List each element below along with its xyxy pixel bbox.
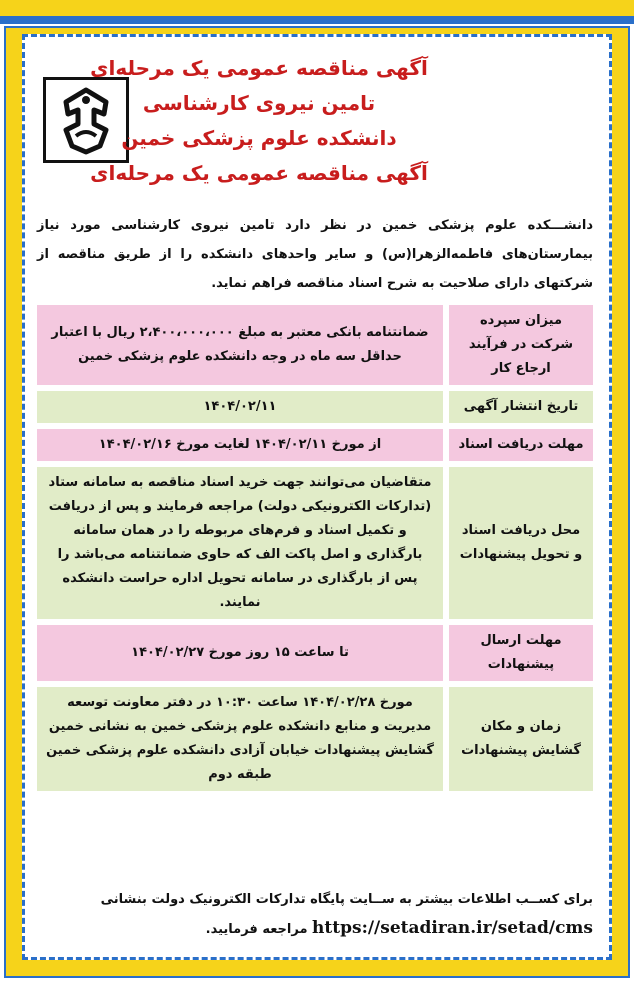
table-row	[37, 687, 593, 791]
table-row	[37, 305, 593, 385]
intro-paragraph: دانشـــکده علوم پزشکی خمین در نظر دارد تامین نیروی کارشناسی مورد نیاز بیمارستان‌های فاطمه‌الزهرا(س) و سایر واحدهای دانشکده را از طریق مناقصه از شرکتهای دارای صلاحیت به شرح اسناد مناقصه فراهم نماید.	[37, 218, 593, 291]
row-value: ضمانتنامه بانکی معتبر به مبلغ ۲،۴۰۰،۰۰۰،۰۰۰ ریال با اعتبار حداقل سه ماه در وجه دانشکده علوم پزشکی خمین	[37, 305, 443, 385]
row-label: مهلت ارسال پیشنهادات	[443, 625, 593, 681]
row-value: متقاضیان می‌توانند جهت خرید اسناد مناقصه به سامانه ستاد (تدارکات الکترونیکی دولت) مراجعه فرمایند و پس از دریافت و تکمیل اسناد و فرم‌های مربوطه را در همان سامانه بارگذاری و اصل پاکت الف که حاوی ضمانتنامه می‌باشد را پس از بارگذاری در سامانه تحویل اداره حراست دانشکده نمایند.	[37, 467, 443, 619]
row-label: مهلت دریافت اسناد	[443, 429, 593, 461]
row-value: مورخ ۱۴۰۴/۰۲/۲۸ ساعت ۱۰:۳۰ در دفتر معاونت توسعه مدیریت و منابع دانشکده علوم پزشکی خمین به نشانی خمین گشایش پیشنهادات خیابان آزادی دانشکده علوم پزشکی خمین طبقه دوم	[37, 687, 443, 791]
footer-paragraph	[37, 885, 593, 944]
table-row	[37, 625, 593, 681]
title-line-2: تامین نیروی کارشناسی	[142, 91, 376, 115]
table-row	[37, 429, 593, 461]
row-value: از مورخ ۱۴۰۴/۰۲/۱۱ لغایت مورخ ۱۴۰۴/۰۲/۱۶	[37, 429, 443, 461]
setad-link[interactable]: https://setadiran.ir/setad/cms	[312, 918, 593, 938]
title-line-3: دانشکده علوم پزشکی خمین	[121, 126, 397, 150]
row-value: تا ساعت ۱۵ روز مورخ ۱۴۰۴/۰۲/۲۷	[37, 625, 443, 681]
tender-details-table	[37, 299, 593, 797]
row-label: میزان سپرده شرکت در فرآیند ارجاع کار	[443, 305, 593, 385]
footer-text-before: برای کســب اطلاعات بیشتر به ســایت پایگاه تدارکات الکترونیک دولت بنشانی	[100, 892, 593, 907]
row-label: محل دریافت اسناد و تحویل پیشنهادات	[443, 467, 593, 619]
row-label: زمان و مکان گشایش پیشنهادات	[443, 687, 593, 791]
table-row	[37, 391, 593, 423]
top-yellow-bar	[0, 0, 634, 16]
table-row	[37, 467, 593, 619]
title-line-4: آگهی مناقصه عمومی یک مرحله‌ای	[90, 161, 428, 185]
title-line-1: آگهی مناقصه عمومی یک مرحله‌ای	[90, 56, 428, 80]
row-value: ۱۴۰۴/۰۲/۱۱	[37, 391, 443, 423]
footer-text-after: مراجعه فرمایید.	[205, 922, 308, 937]
top-blue-stripe	[0, 16, 634, 24]
row-label: تاریخ انتشار آگهی	[443, 391, 593, 423]
notice-title	[59, 51, 459, 191]
notice-panel	[22, 34, 612, 960]
